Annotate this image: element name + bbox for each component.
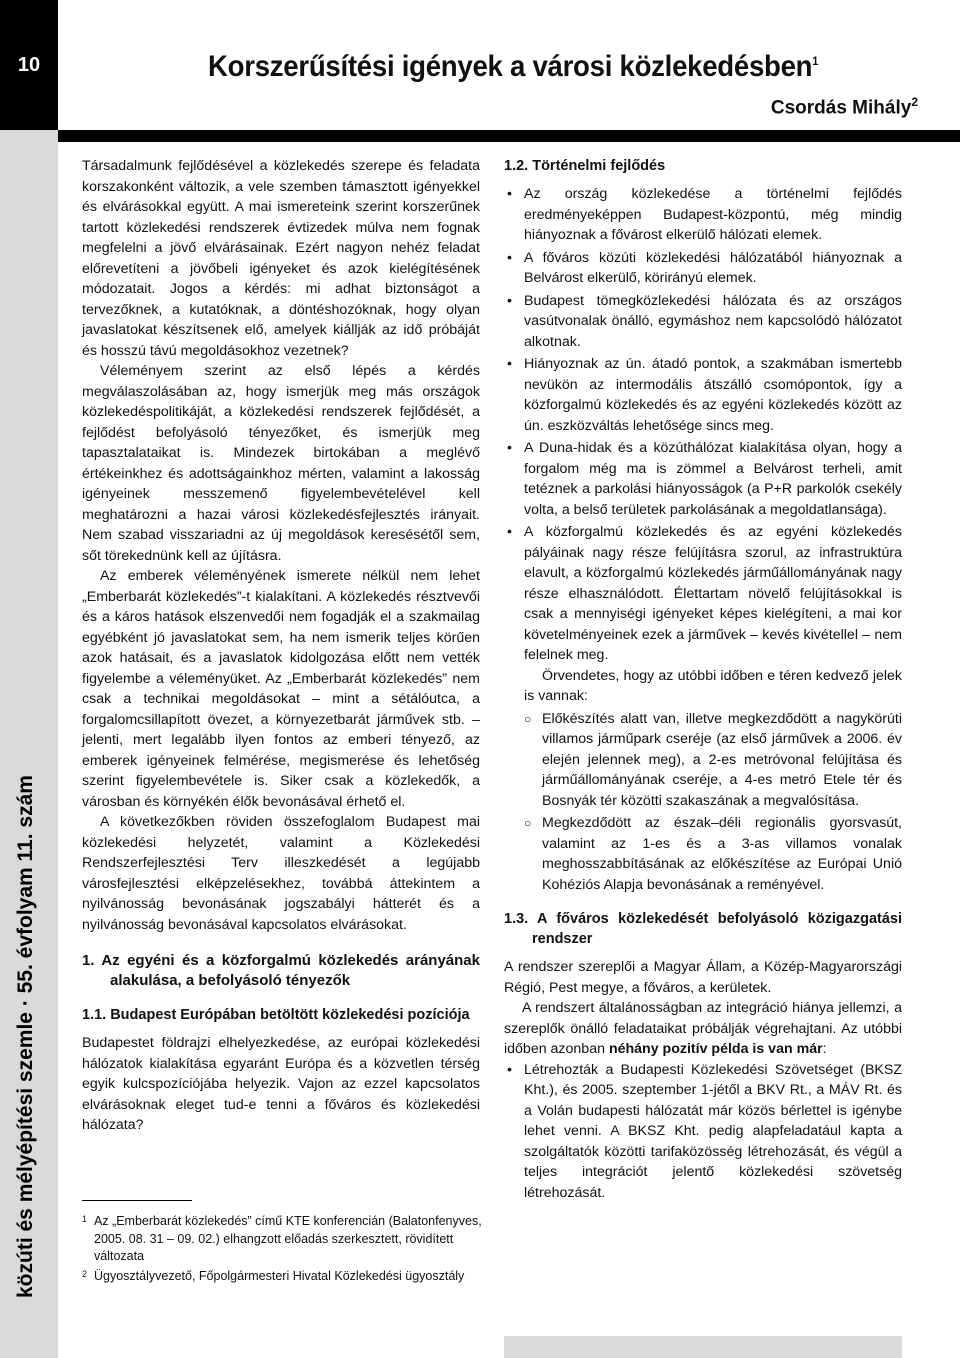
spine-text: közúti és mélyépítési szemle · 55. évfolyam 11. szám xyxy=(14,775,37,1298)
paragraph: Az emberek véleményének ismerete nélkül nem lehet „Emberbarát közlekedés”-t kialakítani. A közlekedés résztvevői és a káros hatások elszenvedői nem fogadják el a szakmailag egyébként jó javaslatokat sem, ha nem ismerik teljes körűen azok hatásait, és a javaslatok kidolgozása előtt nem vették figyelembe a véleményüket. Az „Emberbarát közlekedés” nem csak a technikai megoldásokat – mint a sétálóutca, a forgalomcsillapított övezet, a környezetbarát járművek stb. – jelenti, mert legalább ilyen fontos az emberi tényező, az emberek igényeinek felmérése, megismerése és lehetőség szerint figyelembevétele is. Siker csak a közlekedők, a városban és környékén élők bevonásával érhető el. xyxy=(82,568,480,810)
paragraph xyxy=(504,998,902,1060)
paragraph: Örvendetes, hogy az utóbbi időben e téren kedvező jelek is vannak: xyxy=(524,667,902,704)
section-heading-1-1: 1.1. Budapest Európában betöltött közlekedési pozíciója xyxy=(82,1007,470,1023)
paragraph: Véleményem szerint az első lépés a kérdés megválaszolásában az, hogy ismerjük meg más országok közlekedéspolitikáját, a közlekedési rendszerek fejlődését, a fejlődést befolyásoló tényezőket, és ismerjük meg tapasztalataikat is. Mindezek birtokában a meglévő értékeinkhez és adottságainkhoz mérten, valamint a lakosság igényeinek messzemenő figyelembevételével kell meghatározni a hazai városi közlekedésfejlesztés irányait. Nem szabad visszariadni az új megoldások keresésétől sem, sőt törekednünk kell az újításra. xyxy=(82,363,480,564)
bullet-list xyxy=(504,1060,902,1204)
journal-spine xyxy=(14,718,44,1298)
list-item: • Budapest tömegközlekedési hálózata és az országos vasútvonalak önálló, egymáshoz nem kapcsolódó hálózatot alkotnak. xyxy=(504,291,902,353)
footnote-text: Az „Emberbarát közlekedés” című KTE konferencián (Balatonfenyves, 2005. 08. 31 – 09. 02.) elhangzott előadás szerkesztett, rövidített változata xyxy=(94,1214,482,1263)
section-heading-1: 1. Az egyéni és a közforgalmú közlekedés arányának alakulása, a befolyásoló tényezők xyxy=(82,952,480,989)
list-item: • Hiányoznak az ún. átadó pontok, a szakmában ismertebb nevükön az intermodális átszálló csomópontok, így a közforgalmú közlekedés és az egyéni közlekedés között az ún. eszközváltás lehetősége sincs meg. xyxy=(504,354,902,436)
footnotes xyxy=(82,1200,482,1287)
author-name: Csordás Mihály xyxy=(770,97,912,119)
list-item: • Létrehozták a Budapesti Közlekedési Szövetséget (BKSZ Kht.), és 2005. szeptember 1-jétől a BKV Rt., a MÁV Rt. és a Volán budapesti hálózatát már közös bérlettel is igénybe lehet venni. A BKSZ Kht. pedig alapfeladatául kapta a szolgáltatók közötti tarifaközösség létrehozását, és végül a teljes integrációt jelentő közlekedési szövetség létrehozását. xyxy=(504,1060,902,1204)
list-item: • A főváros közúti közlekedési hálózatából hiányoznak a Belvárost elkerülő, körirányú elemek. xyxy=(504,248,902,289)
bullet-list xyxy=(504,184,902,895)
section-heading-1-2: 1.2. Történelmi fejlődés xyxy=(504,158,666,174)
list-item: • A Duna-hidak és a közúthálózat kialakítása olyan, hogy a forgalom még ma is zömmel a Belvárost terheli, amit tetéznek a parkolási hiányosságok (a P+R parkolók csekély volta, a belső területek parkolásának a megoldatlansága). xyxy=(504,438,902,520)
text-run: A rendszert általánosságban az integráció hiánya jellemzi, a szereplők önálló feladataikat próbálják végrehajtani. Az utóbbi időben azonban xyxy=(504,1000,902,1057)
author xyxy=(771,95,918,119)
list-item-text: A közforgalmú közlekedés és az egyéni közlekedés pályáinak nagy része felújításra szorul, az infrastruktúra elavult, a közforgalmú közlekedés járműállományának nagy része elhasználódott. Élettartam növelő felújításokkal is csak a mennyiségi igényeket képes kielégíteni, a mai kor követelményeinek ezek a járművek – kevés kivétellel – nem felelnek meg. xyxy=(524,524,902,663)
footnote-mark: 2 xyxy=(82,1268,88,1279)
header-rule xyxy=(58,130,960,142)
column-right xyxy=(504,156,902,1205)
article-title xyxy=(208,50,818,84)
footnote-text: Ügyosztályvezető, Főpolgármesteri Hivatal Közlekedési ügyosztály xyxy=(94,1268,465,1283)
paragraph: Társadalmunk fejlődésével a közlekedés szerepe és feladata korszakonként változik, a vele szemben támasztott igényekkel és elvárásokkal együtt. A mai ismereteink szerint korszerűnek tartott közlekedési rendszerek évtizedek múlva nem fognak megfelelni a jövő elvárásainak. Ezért nagyon nehéz feladat előrevetíteni a jövőbeli igényeket és azok kielégítésének módozatait. Jogos a kérdés: mi adhat biztonságot a tervezőknek, a kutatóknak, a döntéshozóknak, hogy olyan javaslatokat készítsenek elő, amelyek kiállják az idő próbáját és hosszú távú megoldásokhoz vezetnek? xyxy=(82,158,480,359)
paragraph: A következőkben röviden összefoglalom Budapest mai közlekedési helyzetét, valamint a Közlekedési Rendszerfejlesztési Terv illeszkedését a legújabb városfejlesztési elképzelésekhez, továbbá áttekintem a nyilvánosság bevonásának jogszabályi hátterét és a nyilvánosság bevonásával kapcsolatos elvárásokat. xyxy=(82,814,480,933)
section-heading-1-3: 1.3. A főváros közlekedését befolyásoló közigazgatási rendszer xyxy=(504,911,902,947)
paragraph: Budapestet földrajzi elhelyezkedése, az európai közlekedési hálózatok kialakítása egyaránt Európa és a közvetlen térség egyik kulcspozíciójába helyezik. Vajon az ezzel kapcsolatos elvárásoknak eleget tud-e tenni a főváros és közlekedési hálózata? xyxy=(82,1035,480,1133)
paragraph: A rendszer szereplői a Magyar Állam, a Közép-Magyarországi Régió, Pest megye, a főváros, a kerületek. xyxy=(504,959,902,996)
author-footnote-mark: 2 xyxy=(911,95,918,109)
footnote xyxy=(82,1213,482,1266)
title-footnote-mark: 1 xyxy=(812,54,819,68)
bold-text: néhány pozitív példa is van már xyxy=(608,1041,823,1057)
text-run: : xyxy=(822,1041,827,1057)
list-item: • Az ország közlekedése a történelmi fejlődés eredményeképpen Budapest-központú, még mindig hiányoznak a fővárost elkerülő hálózati elemek. xyxy=(504,184,902,246)
bottom-grey-bar xyxy=(504,1336,902,1358)
column-left xyxy=(82,156,480,1136)
title-text: Korszerűsítési igények a városi közlekedésben xyxy=(208,50,813,83)
footnote-mark: 1 xyxy=(82,1214,88,1224)
list-item xyxy=(504,522,902,895)
circle-list xyxy=(524,709,902,896)
page-number: 10 xyxy=(0,0,58,130)
list-item: ○ Előkészítés alatt van, illetve megkezdődött a nagykörúti villamos járműpark cseréje (az első járművek a 2006. év elején jelennek meg), a 2-es metróvonal felújítása és járműállományának cseréje, a 4-es metró Etele tér és Bosnyák tér közötti szakaszának a megvalósítása. xyxy=(524,709,902,812)
footnote xyxy=(82,1268,482,1286)
footnote-rule xyxy=(82,1200,192,1201)
article-header xyxy=(58,0,960,130)
list-item: ○ Megkezdődött az észak–déli regionális gyorsvasút, valamint az 1-es és a 3-as villamos vonalak meghosszabbításának az előkészítése az Európai Unió Kohéziós Alapja bevonásának a reményével. xyxy=(524,813,902,895)
